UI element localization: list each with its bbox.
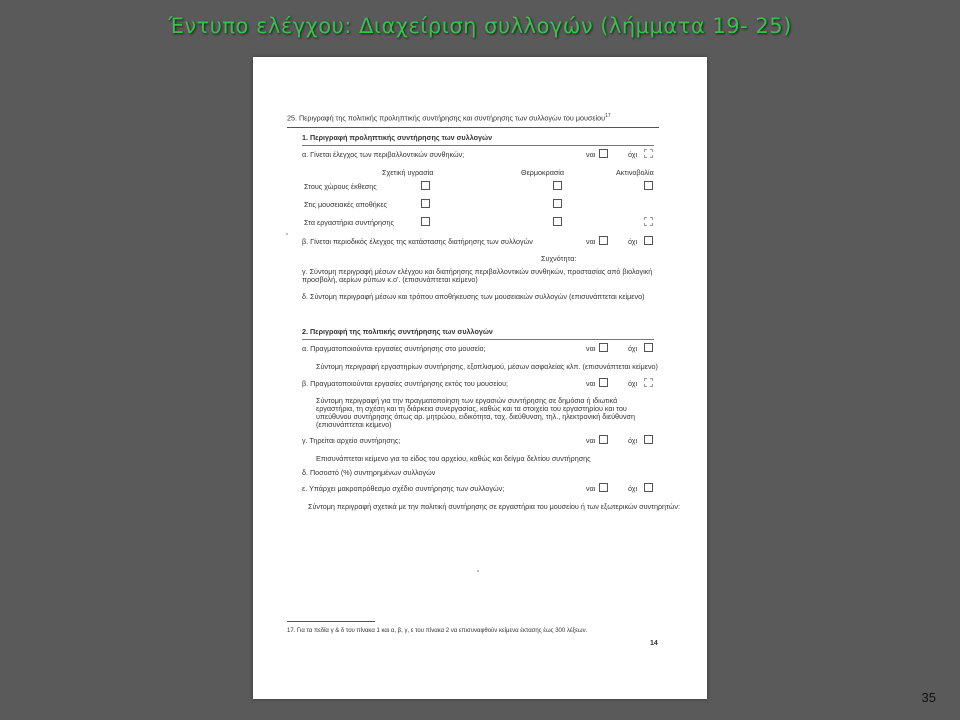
- yes-label: ναι: [586, 379, 596, 388]
- no-checkbox[interactable]: [644, 483, 653, 492]
- no-checkbox[interactable]: [644, 343, 653, 352]
- yes-checkbox[interactable]: [599, 435, 608, 444]
- yes-checkbox[interactable]: [599, 483, 608, 492]
- section2-question-e: ε. Υπάρχει μακροπρόθεσμο σχέδιο συντήρησης των συλλογών;: [302, 484, 505, 493]
- scan-speck: [286, 233, 288, 235]
- footnote-rule: [287, 621, 375, 622]
- section2-title: 2. Περιγραφή της πολιτικής συντήρησης των συλλογών: [302, 327, 493, 336]
- no-checkbox[interactable]: [644, 149, 653, 158]
- document-page-number: 14: [650, 640, 658, 647]
- column-humidity: Σχετική υγρασία: [382, 168, 434, 177]
- section1-question-a: α. Γίνεται έλεγχος των περιβαλλοντικών συνθηκών;: [302, 150, 465, 159]
- heading-rule: [287, 127, 659, 128]
- section2-question-d: δ. Ποσοστό (%) συντηρημένων συλλογών: [302, 468, 436, 477]
- section2-note-g: Επισυνάπτεται κείμενο για το είδος του αρχείου, καθώς και δείγμα δελτίου συντήρησης: [316, 454, 591, 463]
- yes-label: ναι: [586, 150, 596, 159]
- no-label: όχι: [628, 484, 638, 493]
- yes-label: ναι: [586, 484, 596, 493]
- temperature-storage-checkbox[interactable]: [553, 199, 562, 208]
- row-exhibition: Στους χώρους έκθεσης: [304, 182, 377, 191]
- section2-note-e: Σύντομη περιγραφή σχετικά με την πολιτική συντήρησης σε εργαστήρια του μουσείου ή των εξωτερικών συντηρητών:: [308, 502, 680, 511]
- yes-checkbox[interactable]: [599, 149, 608, 158]
- no-checkbox[interactable]: [644, 435, 653, 444]
- yes-label: ναι: [586, 344, 596, 353]
- column-radiation: Ακτινοβολία: [616, 168, 654, 177]
- section2-note-a: Σύντομη περιγραφή εργαστηρίων συντήρησης, εξοπλισμού, μέσων ασφαλείας κλπ. (επισυνάπτεται κείμενο): [316, 362, 658, 371]
- no-label: όχι: [628, 150, 638, 159]
- section1-rule: [302, 145, 654, 146]
- frequency-label: Συχνότητα:: [541, 254, 577, 263]
- no-label: όχι: [628, 237, 638, 246]
- no-checkbox[interactable]: [644, 236, 653, 245]
- slide-page-number: 35: [921, 690, 936, 705]
- yes-label: ναι: [586, 436, 596, 445]
- temperature-labs-checkbox[interactable]: [553, 217, 562, 226]
- no-label: όχι: [628, 344, 638, 353]
- no-label: όχι: [628, 379, 638, 388]
- slide-title: Έντυπο ελέγχου: Διαχείριση συλλογών (λήμματα 19- 25): [168, 14, 792, 38]
- row-storage: Στις μουσειακές αποθήκες: [304, 200, 387, 209]
- section2-note-b: Σύντομη περιγραφή για την πραγματοποίηση των εργασιών συντήρησης σε δημόσια ή ιδιωτικά εργαστήρια, τη σχέση και τη διάρκεια συνεργασίας, καθώς και τα στοιχεία του εργαστηρίου και του υπεύθυνου συντήρησης όπως αρ. μητρώου, ειδικότητα, ταχ. διεύθυνση, τηλ., ηλεκτρονική διεύθυνση (επισυνάπτεται κείμενο): [316, 396, 635, 429]
- form-heading: [287, 114, 611, 122]
- yes-label: ναι: [586, 237, 596, 246]
- footnote-ref: 17: [605, 113, 611, 119]
- footnote: 17. Για τα πεδία γ & δ του πίνακα 1 και α, β, γ, ε του πίνακα 2 να επισυναφθούν κείμενα έκτασης έως 300 λέξεων.: [287, 628, 588, 634]
- no-label: όχι: [628, 436, 638, 445]
- form-heading-text: 25. Περιγραφή της πολιτικής προληπτικής συντήρησης και συντήρησης των συλλογών του μουσείου: [287, 113, 606, 123]
- humidity-storage-checkbox[interactable]: [421, 199, 430, 208]
- yes-checkbox[interactable]: [599, 236, 608, 245]
- section2-question-g: γ. Τηρείται αρχείο συντήρησης;: [302, 436, 401, 445]
- yes-checkbox[interactable]: [599, 378, 608, 387]
- section2-question-b: β. Πραγματοποιούνται εργασίες συντήρησης εκτός του μουσείου;: [302, 379, 509, 388]
- scan-speck: [477, 570, 479, 572]
- column-temperature: Θερμοκρασία: [521, 168, 565, 177]
- form-page: [253, 57, 707, 699]
- radiation-exhibition-checkbox[interactable]: [644, 181, 653, 190]
- section2-rule: [302, 339, 654, 340]
- section1-title: 1. Περιγραφή προληπτικής συντήρησης των συλλογών: [302, 133, 493, 142]
- section1-question-b: β. Γίνεται περιοδικός έλεγχος της κατάστασης διατήρησης των συλλογών: [302, 237, 533, 246]
- humidity-labs-checkbox[interactable]: [421, 217, 430, 226]
- section1-question-d: δ. Σύντομη περιγραφή μέσων και τρόπου αποθήκευσης των μουσειακών συλλογών (επισυνάπτεται κείμενο): [302, 292, 645, 301]
- radiation-labs-checkbox[interactable]: [644, 217, 653, 226]
- section2-question-a: α. Πραγματοποιούνται εργασίες συντήρησης στο μουσείο;: [302, 344, 486, 353]
- no-checkbox[interactable]: [644, 378, 653, 387]
- temperature-exhibition-checkbox[interactable]: [553, 181, 562, 190]
- row-labs: Στα εργαστήρια συντήρησης: [304, 218, 394, 227]
- section1-question-g: γ. Σύντομη περιγραφή μέσων ελέγχου και διατήρησης περιβαλλοντικών συνθηκών, προστασίας από βιολογική προσβολή, αερίων ρύπων κ.ο'. (επισυνάπτεται κείμενο): [302, 267, 653, 284]
- yes-checkbox[interactable]: [599, 343, 608, 352]
- humidity-exhibition-checkbox[interactable]: [421, 181, 430, 190]
